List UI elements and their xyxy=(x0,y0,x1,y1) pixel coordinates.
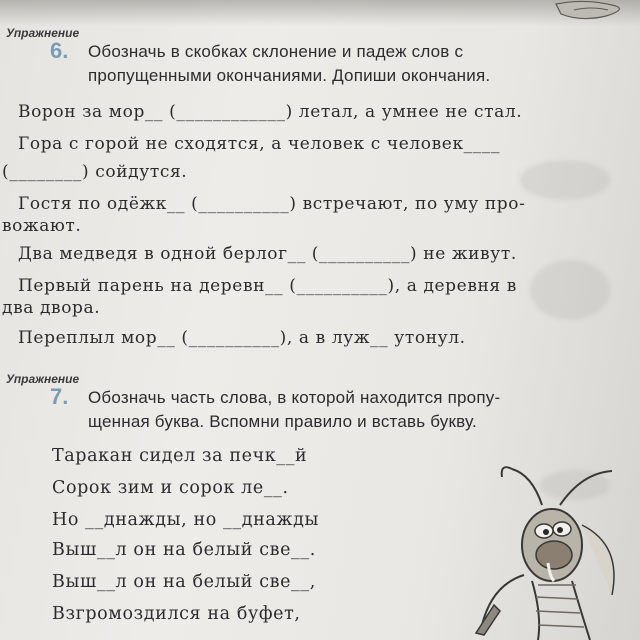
cockroach-illustration-icon xyxy=(472,465,632,640)
poem-line: Взгромоздился на буфет, xyxy=(52,604,301,624)
proverb-line: Первый парень на деревн__ (__________), а деревня в xyxy=(18,276,517,296)
exercise-7-label: Упражнение xyxy=(6,372,80,386)
proverb-line: (________) сойдутся. xyxy=(2,162,188,182)
proverb-line: Два медведя в одной берлог__ (__________) не живут. xyxy=(18,244,517,264)
exercise-7-instruction-line-1: Обозначь часть слова, в которой находится пропу- xyxy=(88,388,501,407)
proverb-line: вожают. xyxy=(2,216,82,236)
proverb-line: Переплыл мор__ (__________), а в луж__ утонул. xyxy=(18,328,466,348)
exercise-6-label: Упражнение xyxy=(6,26,80,40)
page-top-shadow xyxy=(0,0,640,26)
proverb-line: два двора. xyxy=(2,298,101,318)
exercise-6-number: 6. xyxy=(50,38,69,63)
proverb-line: Гостя по одёжк__ (__________) встречают, по уму про- xyxy=(18,194,526,214)
exercise-6-instruction-line-1: Обозначь в скобках склонение и падеж слов с xyxy=(88,42,464,61)
corner-illustration-icon xyxy=(546,0,636,26)
proverb-line: Гора с горой не сходятся, а человек с человек____ xyxy=(18,134,501,154)
poem-line: Выш__л он на белый све__, xyxy=(52,572,316,592)
poem-line: Сорок зим и сорок ле__. xyxy=(52,478,289,498)
exercise-7-number: 7. xyxy=(50,384,69,409)
poem-line: Таракан сидел за печк__й xyxy=(52,446,308,466)
proverb-line: Ворон за мор__ (____________) летал, а умнее не стал. xyxy=(18,102,523,122)
poem-line: Выш__л он на белый све__. xyxy=(52,540,316,560)
exercise-7-instruction-line-2: щенная буква. Вспомни правило и вставь букву. xyxy=(88,412,477,431)
exercise-6-instruction-line-2: пропущенными окончаниями. Допиши окончания. xyxy=(88,66,491,85)
poem-line: Но __днажды, но __днажды xyxy=(52,510,319,530)
